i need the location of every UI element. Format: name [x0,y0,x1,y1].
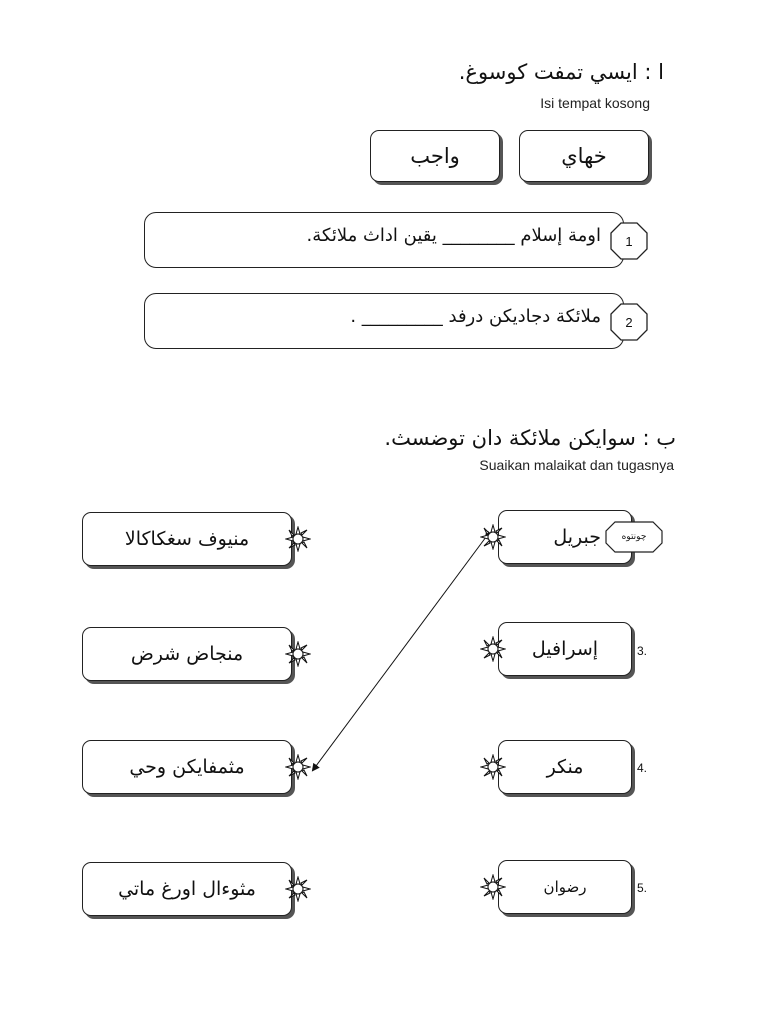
section-b-subtitle: Suaikan malaikat dan tugasnya [479,457,674,473]
word-bank-option-1: خهاي [519,130,649,182]
question-1-text: اومة إسلام ________ يقين اداث ملائكة. [306,225,601,246]
duty-box-4: مثوءال اورغ ماتي [82,862,292,916]
section-a-subtitle: Isi tempat kosong [540,95,650,111]
angel-4-connector-icon[interactable] [480,874,506,900]
duty-box-3: مثمفايكن وحي [82,740,292,794]
section-a-title: ا : ايسي تمفت كوسوغ. [458,60,664,84]
word-bank-option-2: واجب [370,130,500,182]
duty-2-connector-icon[interactable] [285,641,311,667]
duty-3-connector-icon[interactable] [285,754,311,780]
duty-box-2: منجاض شرض [82,627,292,681]
example-label: چونتوه [621,532,647,542]
angel-3-connector-icon[interactable] [480,754,506,780]
angel-number-5: 5. [637,881,648,895]
question-2-text: ملائكة دجاديكن درفد _________ . [350,306,601,327]
duty-box-1: منيوف سغكاكالا [82,512,292,566]
question-1-number: 1 [625,233,633,249]
question-2-number: 2 [625,314,633,330]
section-b-title: ب : سوايكن ملائكة دان توضسث. [384,426,676,450]
angel-2-connector-icon[interactable] [480,636,506,662]
duty-1-connector-icon[interactable] [285,526,311,552]
angel-box-2: إسرافيل [498,622,632,676]
angel-box-4: رضوان [498,860,632,914]
duty-4-connector-icon[interactable] [285,876,311,902]
angel-number-3: 3. [637,644,648,658]
angel-number-4: 4. [637,761,648,775]
example-label-badge [605,521,663,553]
angel-box-1: جبريل [498,510,632,564]
angel-box-3: منكر [498,740,632,794]
angel-1-connector-icon[interactable] [480,524,506,550]
